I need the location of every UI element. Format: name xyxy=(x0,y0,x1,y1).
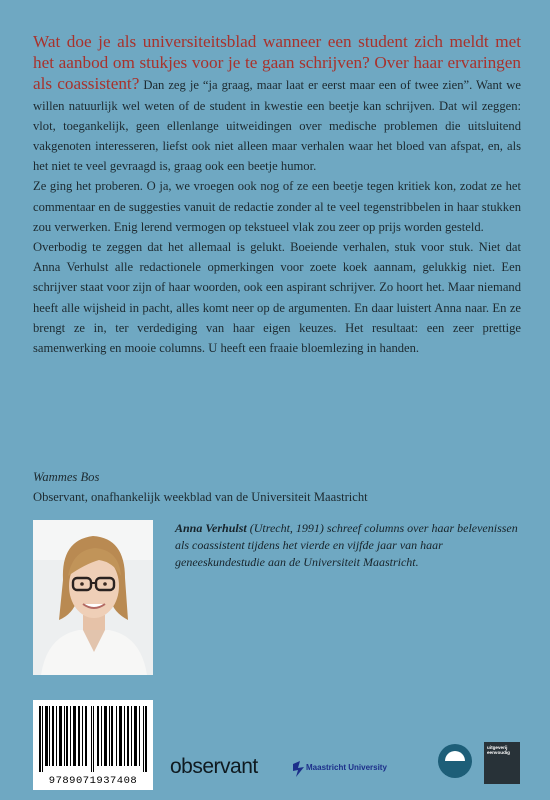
author-portrait-image xyxy=(33,520,153,675)
publisher-logo-text: uitgeverij eenvoudig xyxy=(487,745,510,755)
maastricht-star-icon xyxy=(292,758,306,780)
isbn-number: 9789071937408 xyxy=(48,775,138,787)
barcode xyxy=(33,700,153,790)
maastricht-university-logo xyxy=(292,756,422,782)
author-bio-text: (Utrecht, 1991) schreef columns over haar belevenissen als coassistent tijdens het vierde en vijfde jaar van haar geneeskundestudie aan de Universiteit Maastricht. xyxy=(175,521,518,569)
paragraph-1 xyxy=(33,32,521,176)
author-bio xyxy=(175,520,525,571)
author-photo xyxy=(33,520,153,675)
barcode-bars xyxy=(39,706,147,772)
paragraph-2: Ze ging het proberen. O ja, we vroegen ook nog of ze een beetje tegen kritiek kon, zodat ze het commentaar en de suggesties vanuit de redactie zonder al te veel tegenstribbelen in haar stukken zou verwerken. Enig lerend vermogen op tekstueel vlak zou zeer op prijs worden gesteld. xyxy=(33,179,521,234)
signature-name: Wammes Bos xyxy=(33,470,100,484)
publisher-logo xyxy=(484,742,520,784)
lead-question: Wat doe je als universiteitsblad wanneer een student zich meldt met het aanbod om stukjes voor je te gaan schrijven? Over haar ervaringen als coassistent? xyxy=(33,32,521,94)
circle-logo-icon xyxy=(436,742,474,780)
observant-logo: observant xyxy=(170,755,258,778)
maastricht-university-text: Maastricht University xyxy=(306,763,387,772)
author-name: Anna Verhulst xyxy=(175,521,247,535)
signature-organization: Observant, onafhankelijk weekblad van de Universiteit Maastricht xyxy=(33,490,368,504)
paragraph-1-body: Dan zeg je “ja graag, maar laat er eerst maar een of twee zien”. Want we willen natuurlijk wel weten of de student in kwestie een beetje kan schrijven. Dat wil zeggen: vlot, toegankelijk, geen ellenlange uitweidingen over medische problemen die uitsluitend vakgenoten interesseren, liefst ook niet alleen maar verhalen waar het bloed van afspat, en, als het niet te veel gevraagd is, graag ook een beetje humor. xyxy=(33,78,521,174)
paragraph-3: Overbodig te zeggen dat het allemaal is gelukt. Boeiende verhalen, stuk voor stuk. Niet dat Anna Verhulst alle redactionele opmerkingen voor zoete koek aannam, gelukkig niet. Een schrijver staat voor zijn of haar woorden, ook een aspirant schrijver. Zo hoort het. Maar niemand heeft alle wijsheid in pacht, alles komt neer op de argumenten. En daar luistert Anna naar. En ze brengt ze in, ter verdediging van haar eigen keuzes. Het resultaat: een zeer prettige samenwerking en mooie columns. U heeft een fraaie bloemlezing in handen. xyxy=(33,240,521,356)
blurb xyxy=(33,32,521,358)
